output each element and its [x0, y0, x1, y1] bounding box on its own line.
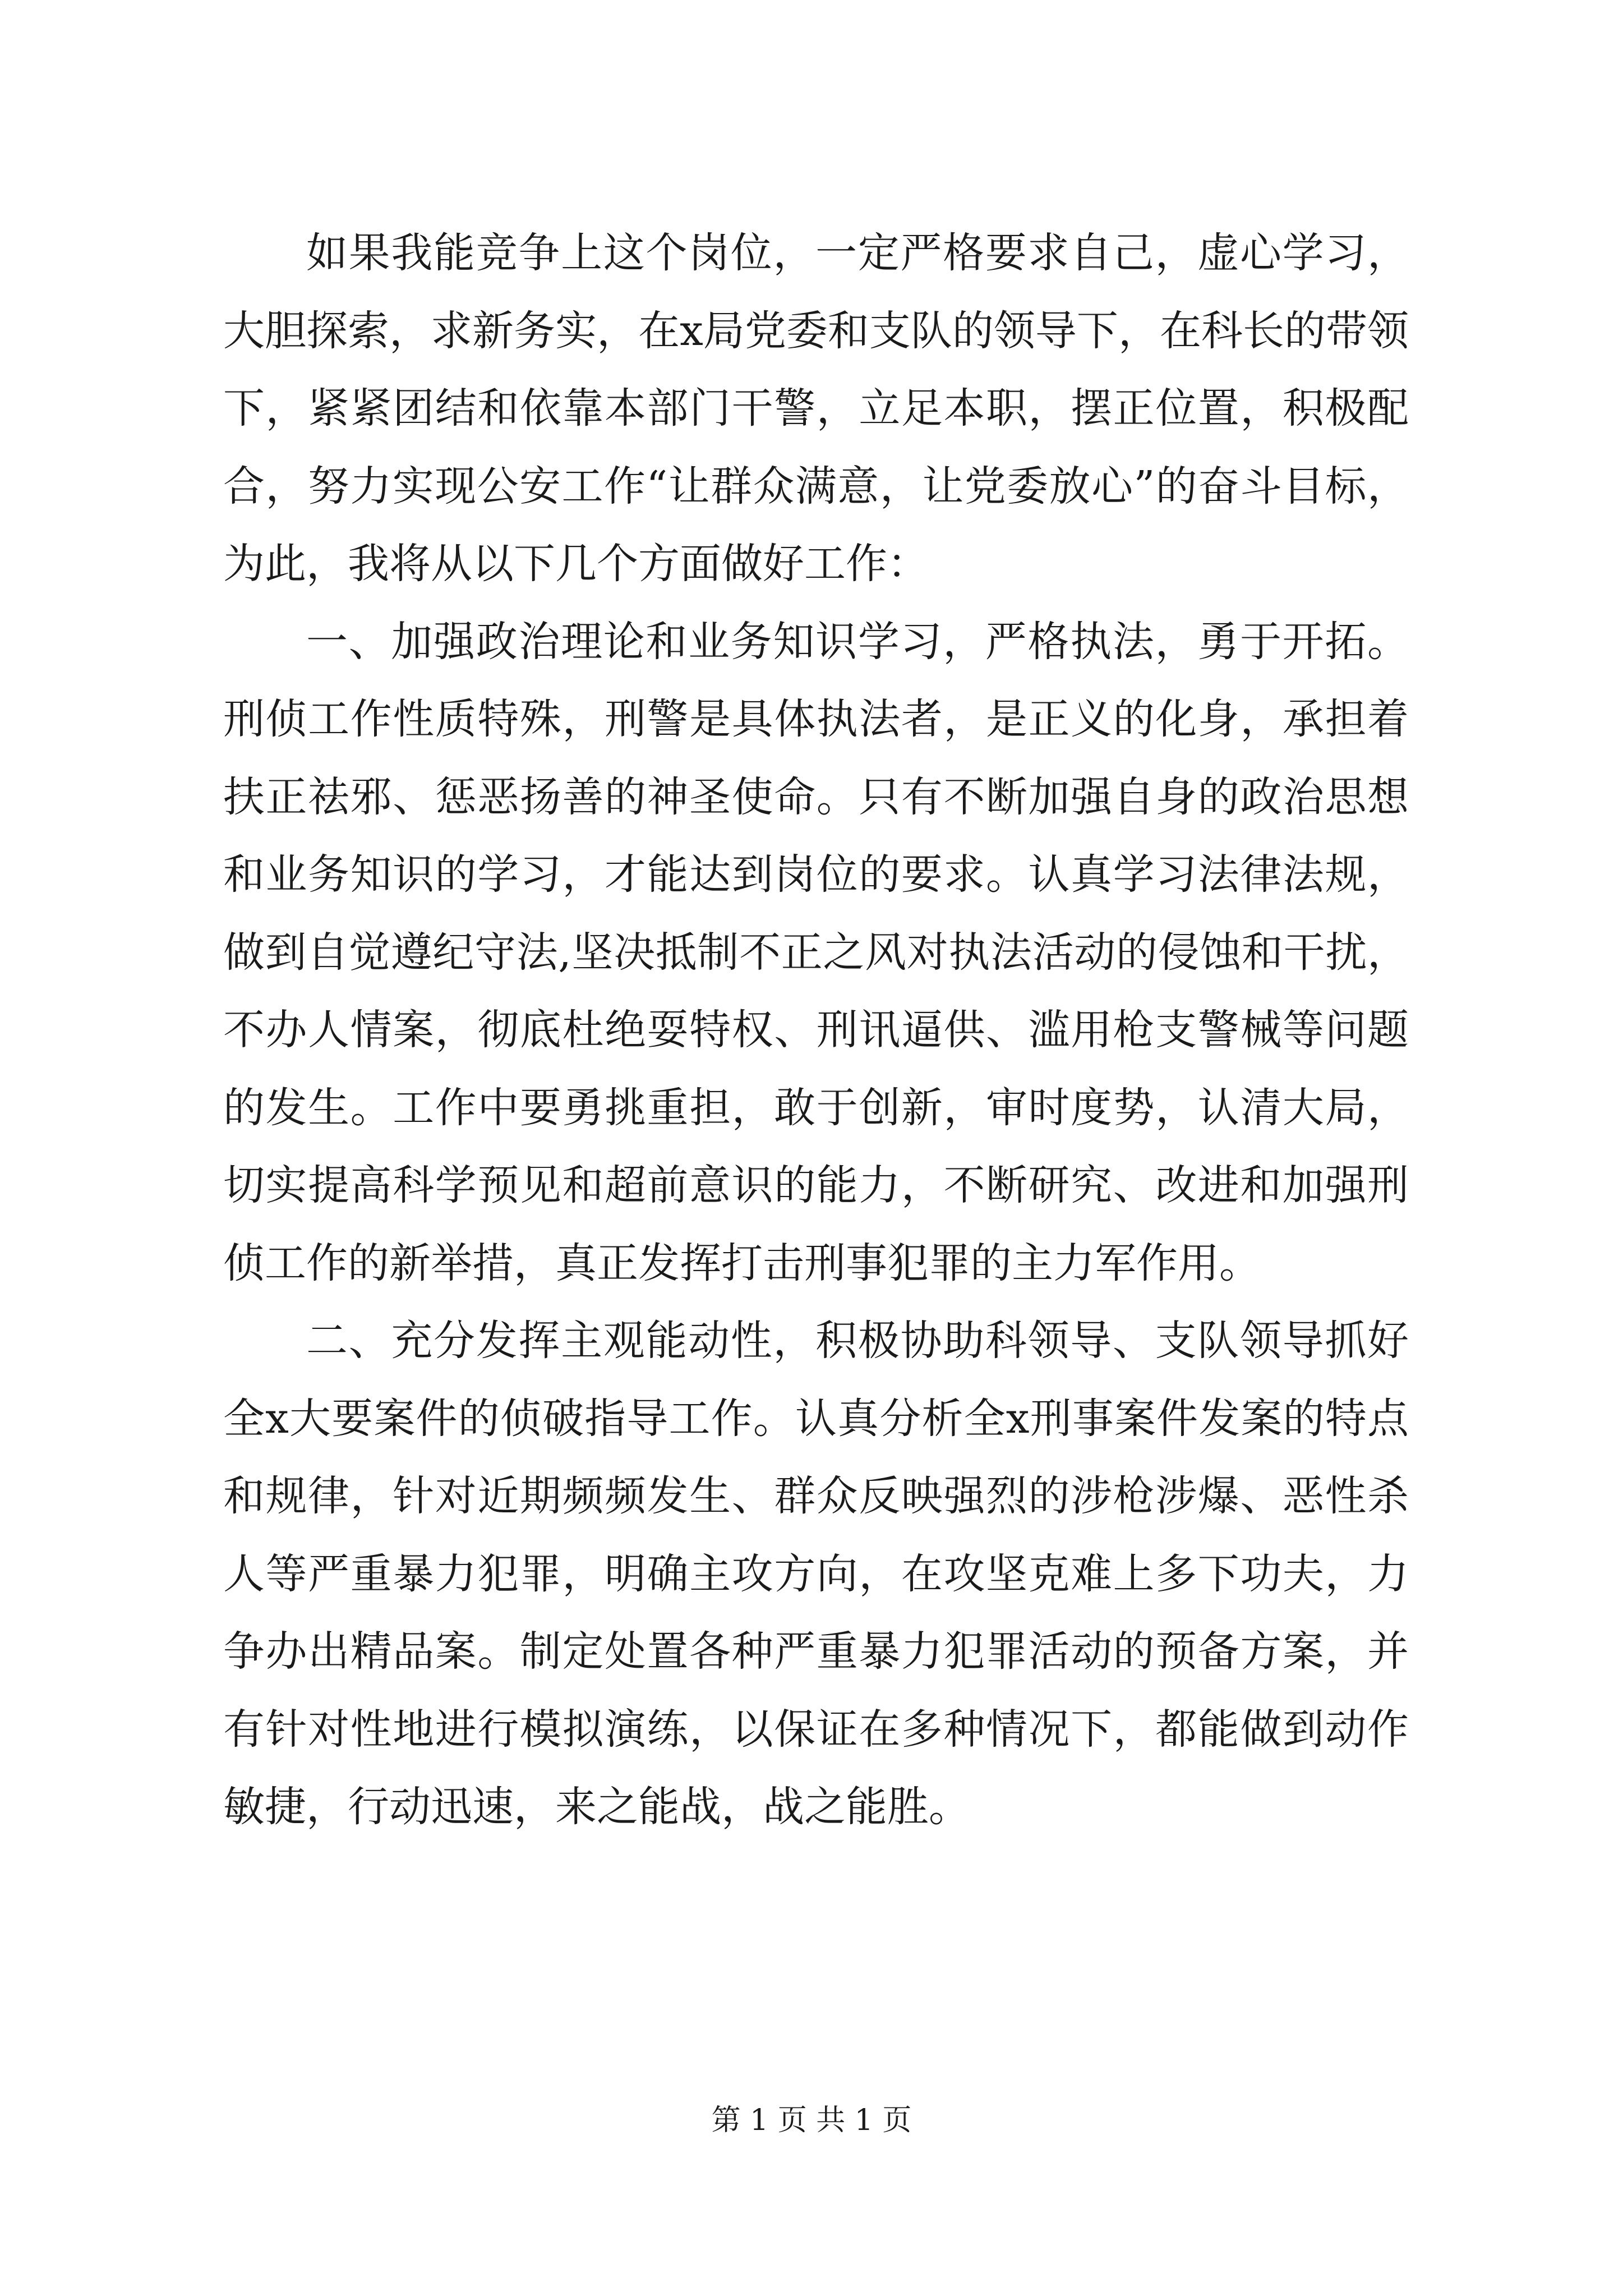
paragraph-point-two: 二、充分发挥主观能动性，积极协助科领导、支队领导抓好全x大要案件的侦破指导工作。认真分析全x刑事案件发案的特点和规律，针对近期频频发生、群众反映强烈的涉枪涉爆、恶性杀人等严重暴力犯罪，明确主攻方向，在攻坚克难上多下功夫，力争办出精品案。制定处置各种严重暴力犯罪活动的预备方案，并有针对性地进行模拟演练，以保证在多种情况下，都能做到动作敏捷，行动迅速，来之能战，战之能胜。	[223, 1317, 1409, 1831]
page-footer: 第 1 页 共 1 页	[711, 2104, 912, 2137]
paragraph-point-one: 一、加强政治理论和业务知识学习，严格执法，勇于开拓。刑侦工作性质特殊，刑警是具体执法者，是正义的化身，承担着扶正祛邪、惩恶扬善的神圣使命。只有不断加强自身的政治思想和业务知识的学习，才能达到岗位的要求。认真学习法律法规，做到自觉遵纪守法,坚决抵制不正之风对执法活动的侵蚀和干扰，不办人情案，彻底杜绝耍特权、刑讯逼供、滥用枪支警械等问题的发生。工作中要勇挑重担，敢于创新，审时度势，认清大局，切实提高科学预见和超前意识的能力，不断研究、改进和加强刑侦工作的新举措，真正发挥打击刑事犯罪的主力军作用。	[223, 617, 1409, 1287]
paragraph-intro: 如果我能竞争上这个岗位，一定严格要求自己，虚心学习，大胆探索，求新务实，在x局党委和支队的领导下，在科长的带领下，紧紧团结和依靠本部门干警，立足本职，摆正位置，积极配合，努力实现公安工作“让群众满意，让党委放心”的奋斗目标，为此，我将从以下几个方面做好工作：	[223, 229, 1409, 588]
document-body	[223, 214, 1409, 1846]
